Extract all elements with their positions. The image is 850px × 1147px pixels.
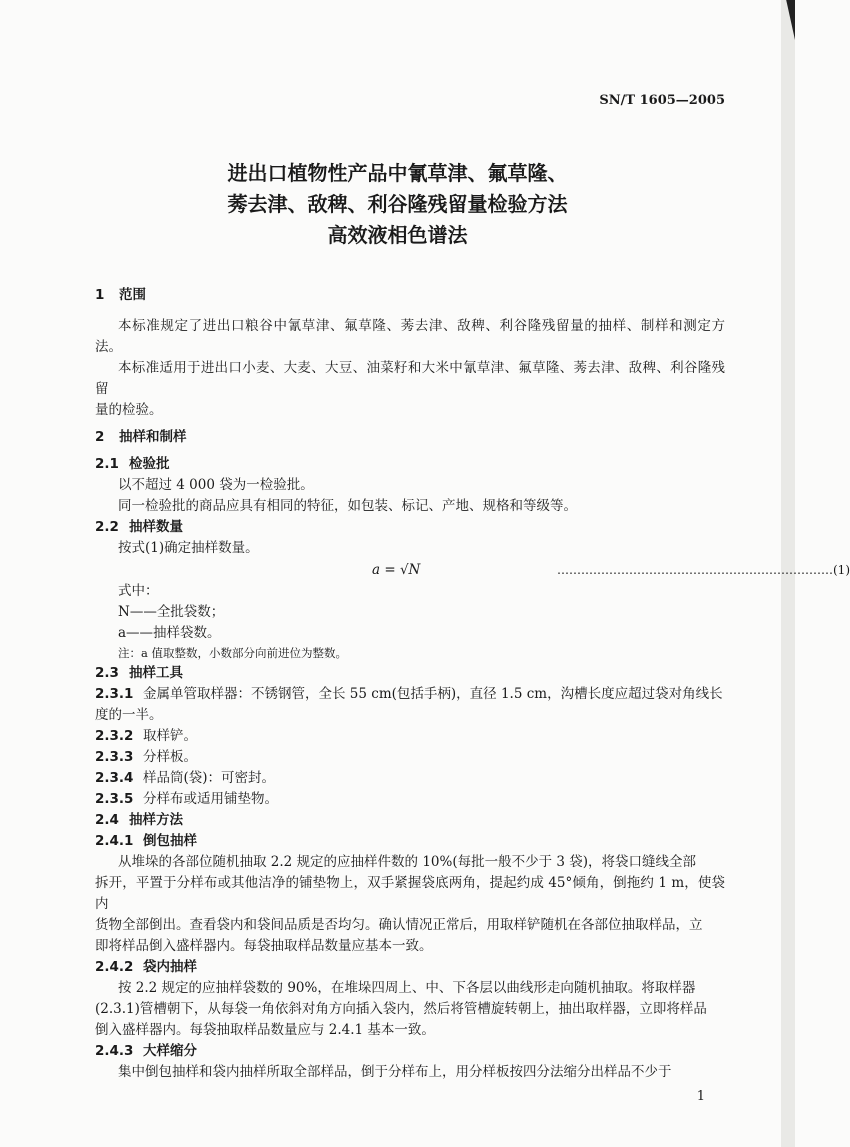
- paragraph-line: 量的检验。: [95, 402, 163, 418]
- section-2-3-heading: 2.3 抽样工具: [95, 665, 183, 681]
- variable-definition: N——全批袋数；: [118, 604, 225, 620]
- section-2-4-heading: 2.4 抽样方法: [95, 812, 183, 828]
- formula: a = √N: [372, 562, 421, 578]
- variable-definition: a——抽样袋数。: [118, 625, 221, 641]
- note: 注：a 值取整数，小数部分向前进位为整数。: [118, 646, 348, 660]
- document-title: [0, 158, 795, 251]
- list-item: 2.3.4 样品筒(袋)：可密封。: [95, 770, 276, 786]
- list-item: 2.3.1 金属单管取样器：不锈钢管，全长 55 cm(包括手柄)，直径 1.5 cm，沟槽长度应超过袋对角线长: [95, 686, 723, 702]
- section-2-2-heading: 2.2 抽样数量: [95, 519, 183, 535]
- paragraph-line: 即将样品倒入盛样器内。每袋抽取样品数量应基本一致。: [95, 938, 433, 954]
- section-2-1-heading: 2.1 检验批: [95, 456, 170, 472]
- paragraph-line: 拆开，平置于分样布或其他洁净的铺垫物上，双手紧握袋底两角，提起约成 45°倾角，倒拖约 1 m，使袋内: [95, 875, 725, 912]
- where-label: 式中：: [118, 583, 159, 599]
- title-line-2: 莠去津、敌稗、利谷隆残留量检验方法: [227, 192, 568, 216]
- paragraph-line: 从堆垛的各部位随机抽取 2.2 规定的应抽样件数的 10%(每批一般不少于 3 袋)，将袋口缝线全部: [118, 854, 697, 870]
- paragraph-line: 本标准规定了进出口粮谷中氰草津、氟草隆、莠去津、敌稗、利谷隆残留量的抽样、制样和测定方法。: [95, 318, 725, 355]
- list-item: 2.3.5 分样布或适用铺垫物。: [95, 791, 278, 807]
- paragraph-line: 按式(1)确定抽样数量。: [118, 540, 259, 556]
- section-2-heading: 2 抽样和制样: [95, 429, 187, 445]
- equation-number: ……………………………………………………………(1): [557, 563, 850, 577]
- paragraph-line: 以不超过 4 000 袋为一检验批。: [118, 477, 314, 493]
- paragraph-line: (2.3.1)管槽朝下，从每袋一角依斜对角方向插入袋内，然后将管槽旋转朝上，抽出取样器，立即将样品: [95, 1001, 707, 1017]
- title-line-3: 高效液相色谱法: [327, 223, 468, 247]
- standard-code: SN/T 1605—2005: [599, 93, 725, 108]
- page-number: 1: [696, 1089, 705, 1104]
- paragraph-line: 货物全部倒出。查看袋内和袋间品质是否均匀。确认情况正常后，用取样铲随机在各部位抽取样品，立: [95, 917, 703, 933]
- section-2-4-3-heading: 2.4.3 大样缩分: [95, 1043, 197, 1059]
- paragraph-line: 度的一半。: [95, 707, 163, 723]
- list-item: 2.3.3 分样板。: [95, 749, 197, 765]
- paragraph-line: 按 2.2 规定的应抽样袋数的 90%，在堆垛四周上、中、下各层以曲线形走向随机抽取。将取样器: [118, 980, 696, 996]
- title-line-1: 进出口植物性产品中氰草津、氟草隆、: [227, 161, 568, 185]
- list-item: 2.3.2 取样铲。: [95, 728, 197, 744]
- section-2-4-2-heading: 2.4.2 袋内抽样: [95, 959, 197, 975]
- formula-row: [95, 559, 850, 581]
- section-1-heading: 1 范围: [95, 287, 146, 303]
- paragraph-line: 集中倒包抽样和袋内抽样所取全部样品，倒于分样布上，用分样板按四分法缩分出样品不少于: [118, 1064, 672, 1080]
- section-2-4-1-heading: 2.4.1 倒包抽样: [95, 833, 197, 849]
- paragraph-line: 同一检验批的商品应具有相同的特征，如包装、标记、产地、规格和等级等。: [118, 498, 577, 514]
- paragraph-line: 倒入盛样器内。每袋抽取样品数量应与 2.4.1 基本一致。: [95, 1022, 435, 1038]
- paragraph-line: 本标准适用于进出口小麦、大麦、大豆、油菜籽和大米中氰草津、氟草隆、莠去津、敌稗、利谷隆残留: [95, 360, 725, 397]
